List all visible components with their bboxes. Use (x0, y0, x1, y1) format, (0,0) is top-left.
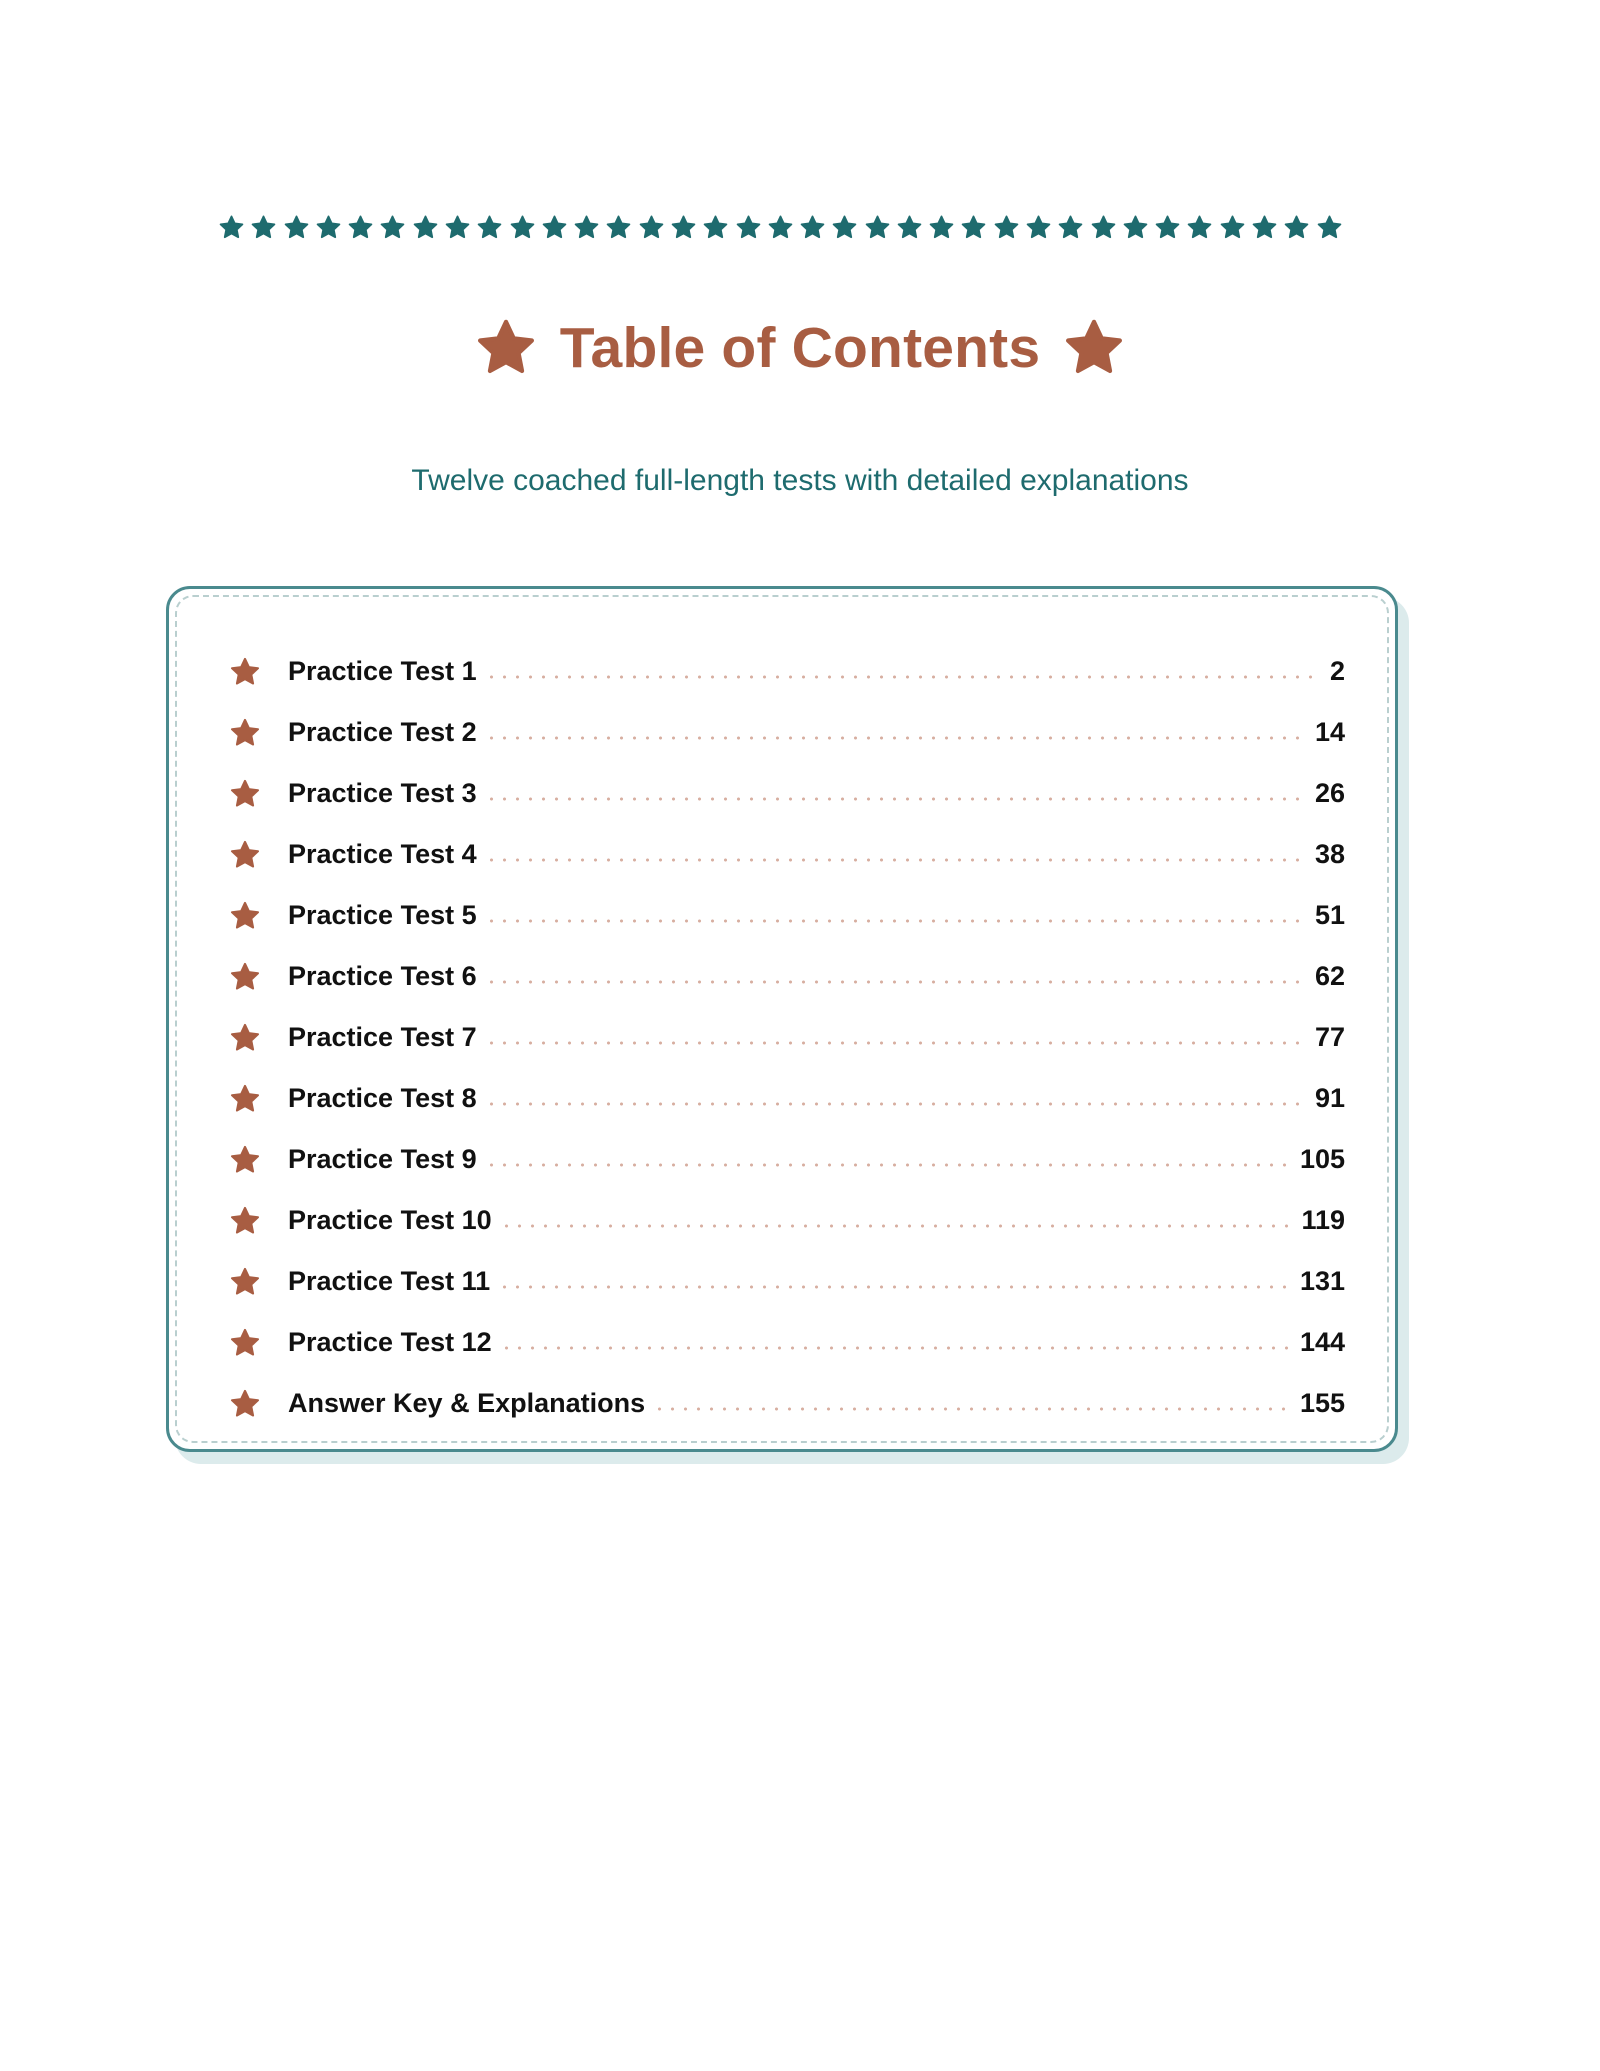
star-icon (702, 214, 729, 241)
star-icon (864, 214, 891, 241)
star-icon (379, 214, 406, 241)
toc-item-page-number: 62 (1314, 961, 1345, 991)
star-icon (1186, 214, 1213, 241)
toc-item-page-number: 26 (1314, 778, 1345, 808)
star-icon (229, 1205, 261, 1237)
dot-leader (485, 1041, 1305, 1045)
dot-leader (500, 1224, 1292, 1228)
toc-item[interactable] (229, 1007, 1345, 1068)
star-icon (229, 1327, 261, 1359)
star-icon (1219, 214, 1246, 241)
star-icon (229, 778, 261, 810)
star-icon (229, 961, 261, 993)
toc-box (166, 586, 1398, 1452)
star-icon (799, 214, 826, 241)
page-subtitle: Twelve coached full-length tests with detailed explanations (411, 464, 1189, 497)
star-icon (283, 214, 310, 241)
star-icon (1025, 214, 1052, 241)
star-icon (767, 214, 794, 241)
toc-item-label: Practice Test 12 (288, 1327, 492, 1357)
toc-item[interactable] (229, 885, 1345, 946)
dot-leader (485, 1102, 1305, 1106)
toc-item[interactable] (229, 1190, 1345, 1251)
star-icon (315, 214, 342, 241)
star-icon (1057, 214, 1084, 241)
toc-item-page-number: 119 (1301, 1205, 1345, 1235)
star-icon (444, 214, 471, 241)
star-icon (229, 1083, 261, 1115)
toc-item-label: Practice Test 9 (288, 1144, 477, 1174)
star-icon (229, 656, 261, 688)
toc-item-label: Practice Test 6 (288, 961, 477, 991)
star-icon (896, 214, 923, 241)
star-icon (509, 214, 536, 241)
toc-item-label: Practice Test 7 (288, 1022, 477, 1052)
toc-item[interactable] (229, 1312, 1345, 1373)
star-icon (993, 214, 1020, 241)
toc-item[interactable] (229, 824, 1345, 885)
toc-item-page-number: 2 (1329, 656, 1345, 686)
star-icon (638, 214, 665, 241)
toc-item-label: Practice Test 11 (288, 1266, 491, 1296)
dot-leader (485, 919, 1305, 923)
star-icon (229, 1022, 261, 1054)
toc-item-page-number: 51 (1314, 900, 1345, 930)
toc-item[interactable] (229, 1251, 1345, 1312)
toc-item-label: Practice Test 5 (288, 900, 477, 930)
dot-leader (485, 797, 1305, 801)
star-icon (229, 1266, 261, 1298)
star-icon (412, 214, 439, 241)
dot-leader (485, 858, 1305, 862)
toc-item-label: Answer Key & Explanations (288, 1388, 646, 1418)
star-border-decoration (218, 213, 1343, 241)
dot-leader (485, 1163, 1290, 1167)
star-icon (1316, 214, 1343, 241)
star-icon (1251, 214, 1278, 241)
star-icon (1283, 214, 1310, 241)
toc-item-page-number: 77 (1314, 1022, 1345, 1052)
star-icon (474, 316, 538, 380)
star-icon (229, 717, 261, 749)
toc-item-page-number: 144 (1299, 1327, 1345, 1357)
star-icon (928, 214, 955, 241)
star-icon (960, 214, 987, 241)
toc-item[interactable] (229, 1129, 1345, 1190)
dot-leader (485, 980, 1305, 984)
toc-item-page-number: 38 (1314, 839, 1345, 869)
toc-item-page-number: 91 (1314, 1083, 1345, 1113)
toc-list (229, 641, 1345, 1434)
toc-item-page-number: 105 (1299, 1144, 1345, 1174)
toc-item[interactable] (229, 1068, 1345, 1129)
toc-item[interactable] (229, 946, 1345, 1007)
dot-leader (485, 736, 1305, 740)
toc-item-page-number: 155 (1299, 1388, 1345, 1418)
toc-item-label: Practice Test 10 (288, 1205, 492, 1235)
toc-item-label: Practice Test 8 (288, 1083, 477, 1113)
star-icon (229, 1388, 261, 1420)
toc-item-label: Practice Test 3 (288, 778, 477, 808)
toc-item[interactable] (229, 641, 1345, 702)
star-icon (605, 214, 632, 241)
star-icon (670, 214, 697, 241)
toc-item[interactable] (229, 702, 1345, 763)
toc-item[interactable] (229, 763, 1345, 824)
star-icon (250, 214, 277, 241)
star-icon (541, 214, 568, 241)
toc-item-label: Practice Test 4 (288, 839, 477, 869)
star-icon (1062, 316, 1126, 380)
star-icon (1090, 214, 1117, 241)
star-icon (1122, 214, 1149, 241)
toc-item-page-number: 131 (1299, 1266, 1345, 1296)
star-icon (229, 900, 261, 932)
star-icon (735, 214, 762, 241)
star-icon (347, 214, 374, 241)
dot-leader (498, 1285, 1290, 1289)
dot-leader (653, 1407, 1290, 1411)
star-icon (218, 214, 245, 241)
star-icon (229, 1144, 261, 1176)
toc-item-label: Practice Test 1 (288, 656, 477, 686)
title-row (0, 308, 1600, 388)
star-icon (573, 214, 600, 241)
toc-item-page-number: 14 (1314, 717, 1345, 747)
dot-leader (485, 675, 1320, 679)
toc-item[interactable] (229, 1373, 1345, 1434)
star-icon (229, 839, 261, 871)
page-title: Table of Contents (559, 315, 1041, 380)
dot-leader (500, 1346, 1290, 1350)
toc-item-label: Practice Test 2 (288, 717, 477, 747)
star-icon (476, 214, 503, 241)
star-icon (831, 214, 858, 241)
star-icon (1154, 214, 1181, 241)
